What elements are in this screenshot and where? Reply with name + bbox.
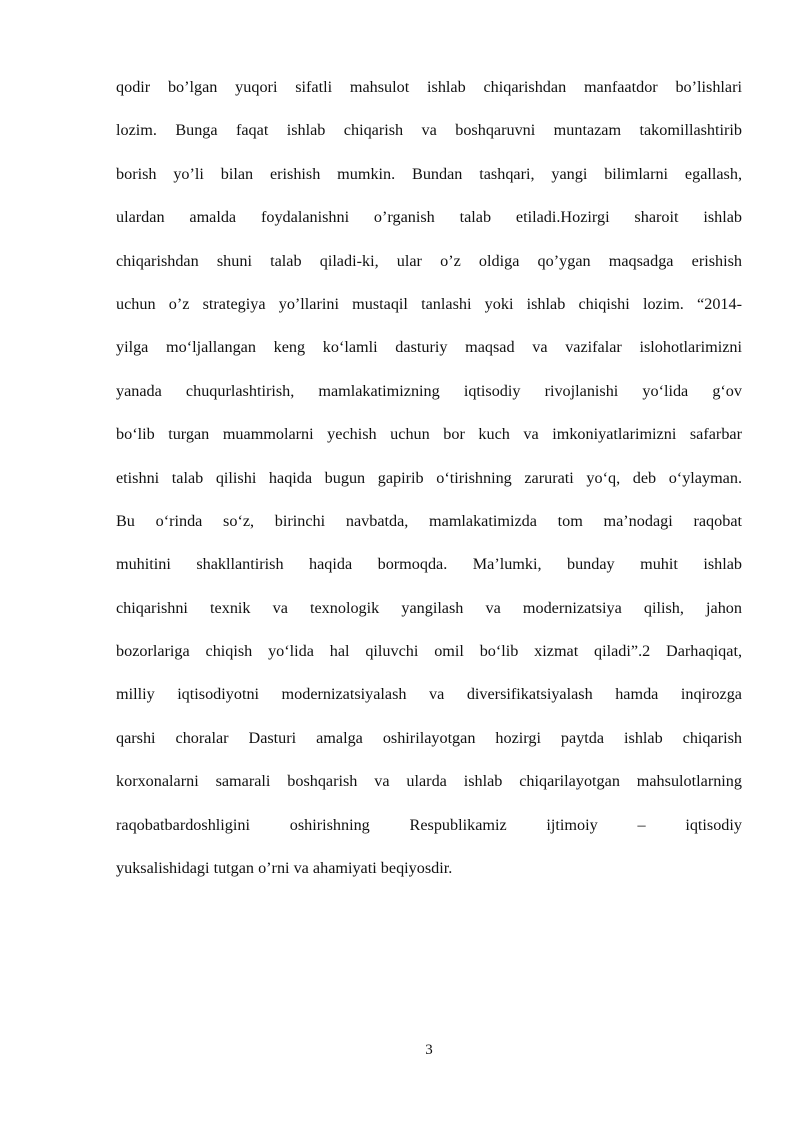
text-line-last: yuksalishidagi tutgan o’rni va ahamiyati beqiyosdir. (116, 859, 453, 878)
text-line: raqobatbardoshligini oshirishning Respublikamiz ijtimoiy – iqtisodiy (116, 815, 742, 834)
text-line: yilga mo‘ljallangan keng ko‘lamli dasturiy maqsad va vazifalar islohotlarimizni (116, 338, 742, 357)
text-line: lozim. Bunga faqat ishlab chiqarish va boshqaruvni muntazam takomillashtirib (116, 121, 742, 140)
text-line: korxonalarni samarali boshqarish va ularda ishlab chiqarilayotgan mahsulotlarning (116, 772, 742, 791)
text-line: qodir bo’lgan yuqori sifatli mahsulot ishlab chiqarishdan manfaatdor bo’lishlari (116, 78, 742, 96)
text-line: qarshi choralar Dasturi amalga oshirilayotgan hozirgi paytda ishlab chiqarish (116, 728, 742, 747)
text-line: chiqarishdan shuni talab qiladi-ki, ular o’z oldiga qo’ygan maqsadga erishish (116, 251, 742, 270)
body-paragraph (116, 72, 742, 896)
text-line: yanada chuqurlashtirish, mamlakatimizning iqtisodiy rivojlanishi yo‘lida g‘ov (116, 381, 742, 400)
text-line: borish yo’li bilan erishish mumkin. Bundan tashqari, yangi bilimlarni egallash, (116, 164, 742, 183)
text-line: uchun o’z strategiya yo’llarini mustaqil tanlashi yoki ishlab chiqishi lozim. “2014- (116, 294, 742, 313)
text-line: ulardan amalda foydalanishni o’rganish talab etiladi.Hozirgi sharoit ishlab (116, 208, 742, 227)
text-line: milliy iqtisodiyotni modernizatsiyalash va diversifikatsiyalash hamda inqirozga (116, 685, 742, 704)
text-line: muhitini shakllantirish haqida bormoqda. Ma’lumki, bunday muhit ishlab (116, 555, 742, 574)
text-line: etishni talab qilishi haqida bugun gapirib o‘tirishning zarurati yo‘q, deb o‘ylayman. (116, 468, 742, 487)
page-number: 3 (425, 1042, 433, 1058)
text-line: Bu o‘rinda so‘z, birinchi navbatda, mamlakatimizda tom ma’nodagi raqobat (116, 511, 742, 530)
text-line: bo‘lib turgan muammolarni yechish uchun bor kuch va imkoniyatlarimizni safarbar (116, 425, 742, 444)
text-line: bozorlariga chiqish yo‘lida hal qiluvchi omil bo‘lib xizmat qiladi”.2 Darhaqiqat, (116, 642, 742, 661)
text-line: chiqarishni texnik va texnologik yangilash va modernizatsiya qilish, jahon (116, 598, 742, 617)
